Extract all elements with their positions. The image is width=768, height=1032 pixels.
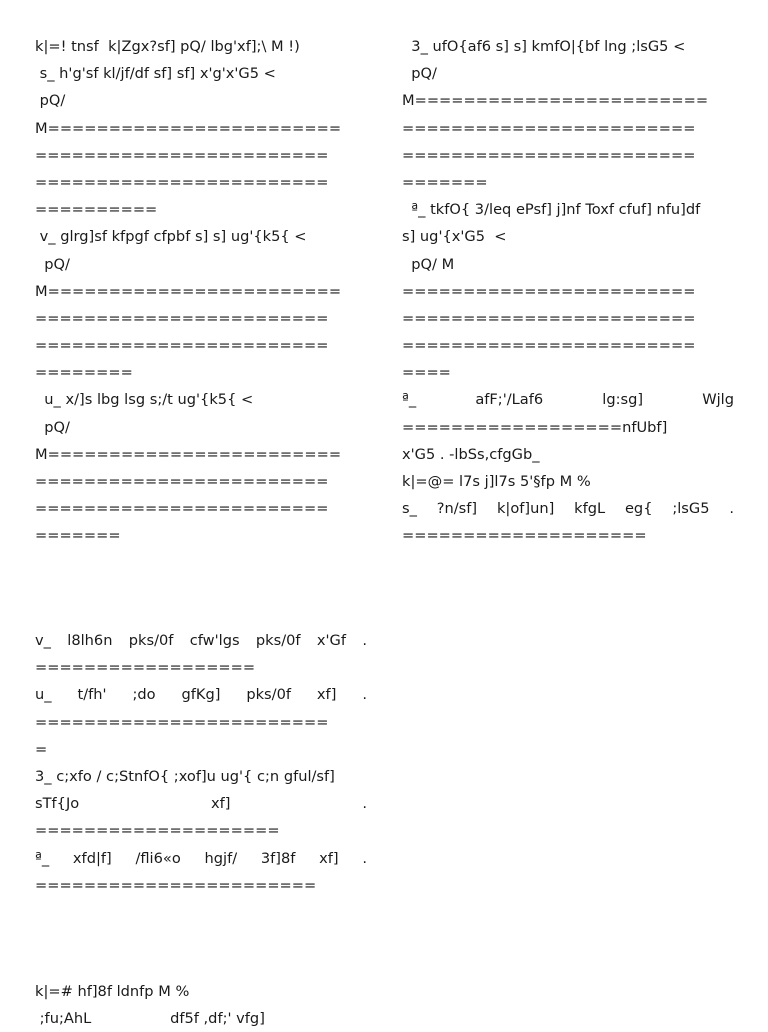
text-line: ======================== [402, 146, 696, 164]
text-line: ======================== [35, 309, 329, 327]
text-line: ;fu;AhL df5f ,df;' vfg] [35, 1010, 265, 1028]
word: cfw'lgs [189, 632, 240, 649]
text-line: ======================== [402, 309, 696, 327]
text-line: ======================== [35, 500, 329, 518]
word: /fli6«o [135, 849, 181, 867]
word: pks/0f [255, 632, 301, 649]
word: xf] [211, 795, 231, 813]
text-line: ======================== [402, 282, 696, 300]
left-column [35, 33, 367, 550]
right-column [402, 33, 734, 550]
word: eg{ [624, 500, 653, 518]
word: l8lh6n [67, 632, 113, 649]
word: Wjlg [702, 391, 734, 409]
word: ================== [35, 659, 256, 677]
text-line [35, 763, 367, 790]
text-line: ª_ tkfO{ 3/leq ePsf] j]nf Toxf cfuf] nfu]df [402, 201, 701, 219]
text-line: ======================== [35, 173, 329, 191]
word: hgjf/ [204, 849, 238, 867]
text-line: ======================== [35, 473, 329, 490]
text-line: ======== [35, 364, 133, 382]
word: s_ [402, 500, 417, 518]
word: ª_ [35, 849, 50, 867]
word: u_ [35, 686, 52, 704]
text-line: pQ/ [35, 255, 70, 273]
text-line [402, 386, 734, 413]
word: ======================= [35, 876, 317, 894]
word: ==================nfUbf] [402, 418, 668, 436]
text-line [35, 817, 367, 844]
word: afF;'/Laf6 [475, 391, 544, 409]
text-line [35, 736, 367, 763]
text-line: s] ug'{x'G5 < [402, 228, 507, 246]
text-line [402, 522, 734, 549]
text-line [35, 627, 367, 654]
text-line: k|=@= l7s j]l7s 5'§fp M % [402, 473, 591, 490]
word: xfd|f] [72, 849, 112, 867]
word: = [35, 740, 48, 758]
text-line: pQ/ [35, 92, 66, 110]
word: kfgL [574, 500, 606, 518]
word: . [362, 632, 367, 649]
word: . [729, 500, 734, 518]
text-line: ======================== [35, 146, 329, 164]
text-line: 3_ ufO{af6 s] s] kmfO|{bf lng ;lsG5 < [402, 38, 686, 55]
text-line: pQ/ [35, 418, 70, 436]
word: pks/0f [128, 632, 174, 649]
text-line: M======================== [35, 445, 342, 463]
text-line [402, 414, 734, 441]
text-line: ========== [35, 201, 158, 219]
text-line [402, 495, 734, 522]
word: lg:sg] [602, 391, 644, 409]
word: x'Gf [316, 632, 346, 649]
text-line: pQ/ M [402, 255, 455, 273]
text-line: ======================== [402, 337, 696, 355]
word: 3_ c;xfo / c;StnfO{ ;xof]u ug'{ c;n gful/sf] [35, 767, 335, 785]
word: . [362, 795, 367, 813]
word: . [362, 686, 367, 704]
text-line: u_ x/]s lbg lsg s;/t ug'{k5{ < [35, 391, 254, 409]
text-line: ======= [35, 527, 121, 545]
word: gfKg] [181, 686, 221, 704]
text-line [402, 441, 734, 468]
text-line: k|=# hf]8f ldnfp M % [35, 983, 190, 1000]
word: v_ [35, 632, 51, 649]
word: ;lsG5 [672, 500, 710, 518]
text-line: ======================== [402, 119, 696, 137]
word: xf] [316, 686, 337, 704]
text-line: ==== [402, 364, 451, 382]
word: ==================== [402, 527, 647, 545]
word: x'G5 . -lbSs,cfgGb_ [402, 445, 540, 463]
word: k|of]un] [496, 500, 555, 518]
text-line: s_ h'g'sf kl/jf/df sf] sf] x'g'x'G5 < [35, 65, 276, 83]
word: ======================== [35, 713, 329, 731]
text-line: k|=! tnsf k|Zgx?sf] pQ/ lbg'xf];\ M !) [35, 38, 300, 55]
word: t/fh' [77, 686, 107, 704]
word: pks/0f [246, 686, 291, 704]
text-line [35, 872, 367, 899]
word: ª_ [402, 391, 417, 409]
text-line [35, 709, 367, 736]
word: . [362, 849, 367, 867]
text-line: ======================== [35, 337, 329, 355]
word: xf] [319, 849, 339, 867]
text-line: M======================== [35, 282, 342, 300]
left-column-section-2 [35, 627, 367, 899]
text-line: ======= [402, 173, 488, 191]
text-line [35, 845, 367, 872]
word: sTf{Jo [35, 795, 80, 813]
word: ==================== [35, 822, 280, 840]
text-line: M======================== [402, 92, 709, 110]
word: 3f]8f [260, 849, 296, 867]
text-line: v_ glrg]sf kfpgf cfpbf s] s] ug'{k5{ < [35, 228, 307, 246]
text-line [35, 654, 367, 681]
word: ;do [132, 686, 156, 704]
word: ?n/sf] [436, 500, 478, 518]
text-line [35, 681, 367, 708]
text-line: pQ/ [402, 65, 437, 83]
text-line: M======================== [35, 119, 342, 137]
text-line [35, 790, 367, 817]
